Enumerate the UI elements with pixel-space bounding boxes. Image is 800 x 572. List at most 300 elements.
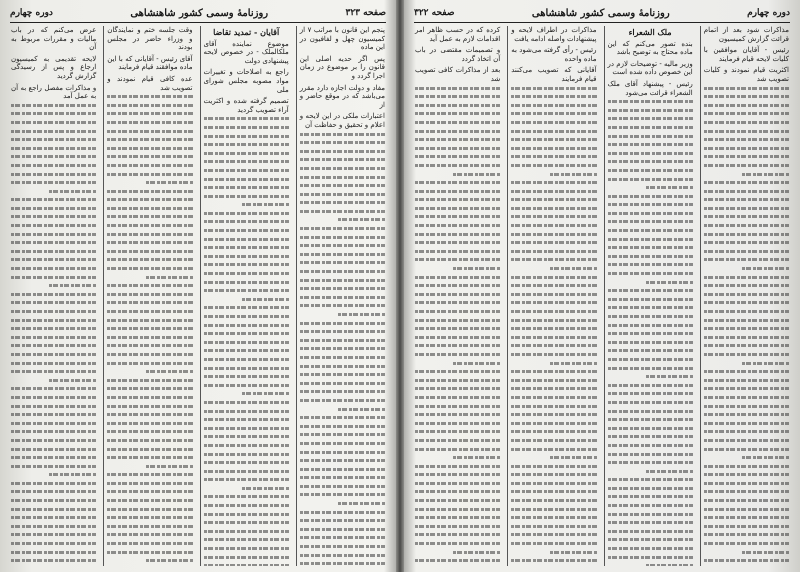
print-line — [608, 315, 693, 318]
print-line — [704, 387, 789, 390]
print-line — [107, 344, 192, 347]
print-line — [608, 152, 693, 155]
print-line — [107, 508, 192, 511]
print-line — [204, 143, 289, 146]
print-line — [11, 525, 96, 528]
print-line — [511, 215, 596, 218]
body-text-block — [300, 133, 385, 566]
print-line — [511, 138, 596, 141]
print-line — [204, 195, 289, 198]
print-line — [300, 210, 385, 213]
print-line — [107, 147, 192, 150]
print-line — [550, 551, 597, 554]
right-page-header — [414, 4, 790, 23]
print-line — [300, 365, 385, 368]
print-line — [511, 258, 596, 261]
print-line — [107, 215, 192, 218]
print-line — [107, 250, 192, 253]
right-column-3 — [507, 26, 599, 566]
print-line — [704, 95, 789, 98]
print-line — [742, 267, 789, 270]
print-line — [608, 435, 693, 438]
print-line — [704, 190, 789, 193]
print-line — [300, 373, 385, 376]
print-line — [415, 353, 500, 356]
paragraph: لایحه تقدیمی به کمیسیون ارجاع و پس از رسیدگی گزارش گردید — [11, 54, 97, 80]
print-line — [300, 150, 385, 153]
print-line — [415, 130, 500, 133]
body-text-block — [415, 87, 500, 566]
print-line — [511, 482, 596, 485]
paragraph: کرده که در حسب ظاهر امر اقدامات لازم به عمل آید — [415, 26, 501, 43]
print-line — [704, 130, 789, 133]
paragraph: پنجم این قانون با مراتب ۷ از کمیسیون چهل و لفافیون در این ماده — [299, 26, 385, 52]
print-line — [704, 319, 789, 322]
print-line — [11, 542, 96, 545]
print-line — [608, 487, 693, 490]
print-line — [608, 495, 693, 498]
paragraph: رئیس - رأی گرفته می‌شود به ماده واحده — [511, 46, 597, 63]
print-line — [107, 430, 192, 433]
print-line — [204, 530, 289, 533]
print-line — [646, 470, 693, 473]
print-line — [107, 155, 192, 158]
print-line — [11, 319, 96, 322]
print-line — [704, 121, 789, 124]
print-line — [511, 233, 596, 236]
print-line — [49, 284, 96, 287]
print-line — [415, 319, 500, 322]
print-line — [300, 201, 385, 204]
print-line — [300, 511, 385, 514]
paragraph: اکثریت قیام نمودند و کلیات تصویب شد — [703, 66, 789, 83]
print-line — [704, 413, 789, 416]
right-page-columns — [412, 26, 792, 566]
print-line — [704, 533, 789, 536]
print-line — [608, 306, 693, 309]
print-line — [11, 362, 96, 365]
print-line — [511, 224, 596, 227]
print-line — [300, 459, 385, 462]
print-line — [550, 173, 597, 176]
print-line — [415, 301, 500, 304]
print-line — [415, 215, 500, 218]
print-line — [608, 238, 693, 241]
left-page — [0, 0, 396, 572]
print-line — [415, 138, 500, 141]
print-line — [204, 470, 289, 473]
print-line — [511, 164, 596, 167]
print-line — [107, 473, 192, 476]
print-line — [415, 439, 500, 442]
print-line — [704, 448, 789, 451]
print-line — [704, 233, 789, 236]
print-line — [704, 112, 789, 115]
print-line — [11, 241, 96, 244]
print-line — [608, 521, 693, 524]
print-line — [511, 379, 596, 382]
print-line — [300, 322, 385, 325]
print-line — [415, 276, 500, 279]
print-line — [204, 349, 289, 352]
print-line — [742, 173, 789, 176]
print-line — [704, 559, 789, 562]
print-line — [11, 516, 96, 519]
print-line — [300, 133, 385, 136]
paragraph: آقای رئیس - آقایانی که با این ماده موافقند قیام فرمایند — [107, 54, 193, 72]
print-line — [300, 244, 385, 247]
print-line — [107, 362, 192, 365]
print-line — [646, 281, 693, 284]
print-line — [300, 390, 385, 393]
section-heading: ملک الشعراء — [628, 27, 672, 37]
paragraph: راجع به اصلاحات و تغییرات مواد مصوبه مجلس شورای ملی — [203, 68, 289, 94]
print-line — [107, 499, 192, 502]
print-line — [608, 504, 693, 507]
print-line — [608, 298, 693, 301]
print-line — [608, 547, 693, 550]
right-page-title: روزنامهٔ وسمی کشور شاهنشاهی — [531, 7, 670, 19]
print-line — [511, 87, 596, 90]
print-line — [415, 525, 500, 528]
body-text-block — [107, 95, 192, 566]
print-line — [300, 296, 385, 299]
print-line — [107, 387, 192, 390]
paragraph: مذاکرات در اطراف لایحه و پیشنهادات واصله ادامه یافت — [511, 26, 597, 43]
print-line — [204, 495, 289, 498]
print-line — [704, 353, 789, 356]
print-line — [511, 310, 596, 313]
print-line — [704, 379, 789, 382]
print-line — [511, 104, 596, 107]
print-line — [300, 554, 385, 557]
print-line — [453, 362, 500, 365]
print-line — [511, 181, 596, 184]
print-line — [11, 215, 96, 218]
print-line — [742, 362, 789, 365]
print-line — [511, 353, 596, 356]
print-line — [107, 301, 192, 304]
print-line — [107, 164, 192, 167]
print-line — [107, 336, 192, 339]
print-line — [608, 384, 693, 387]
print-line — [242, 298, 289, 301]
print-line — [11, 559, 96, 562]
print-line — [415, 241, 500, 244]
print-line — [300, 536, 385, 539]
print-line — [300, 562, 385, 565]
print-line — [608, 169, 693, 172]
print-line — [415, 164, 500, 167]
print-line — [300, 416, 385, 419]
print-line — [415, 559, 500, 562]
print-line — [608, 272, 693, 275]
print-line — [704, 215, 789, 218]
print-line — [300, 167, 385, 170]
print-line — [11, 130, 96, 133]
print-line — [11, 258, 96, 261]
print-line — [511, 155, 596, 158]
print-line — [107, 533, 192, 536]
print-line — [704, 482, 789, 485]
print-line — [415, 207, 500, 210]
print-line — [511, 465, 596, 468]
print-line — [704, 490, 789, 493]
print-line — [415, 533, 500, 536]
print-line — [11, 104, 96, 107]
print-line — [204, 375, 289, 378]
print-line — [300, 468, 385, 471]
print-line — [107, 422, 192, 425]
print-line — [204, 478, 289, 481]
print-line — [511, 499, 596, 502]
print-line — [11, 233, 96, 236]
paragraph: وقت جلسه ختم و نمایندگان و وزراء حاضر در مجلس بودند — [107, 26, 193, 52]
print-line — [107, 121, 192, 124]
print-line — [204, 341, 289, 344]
print-line — [300, 425, 385, 428]
print-line — [608, 332, 693, 335]
print-line — [107, 448, 192, 451]
print-line — [107, 490, 192, 493]
print-line — [511, 516, 596, 519]
print-line — [107, 482, 192, 485]
print-line — [511, 284, 596, 287]
left-column-4 — [8, 26, 99, 566]
print-line — [704, 396, 789, 399]
print-line — [300, 193, 385, 196]
left-column-3 — [103, 26, 195, 566]
left-page-issue: دوره چهارم — [10, 8, 53, 18]
print-line — [107, 138, 192, 141]
print-line — [11, 413, 96, 416]
print-line — [415, 147, 500, 150]
print-line — [453, 456, 500, 459]
print-line — [49, 190, 96, 193]
print-line — [704, 327, 789, 330]
print-line — [415, 387, 500, 390]
print-line — [204, 263, 289, 266]
print-line — [11, 396, 96, 399]
print-line — [11, 301, 96, 304]
print-line — [107, 233, 192, 236]
print-line — [415, 293, 500, 296]
print-line — [453, 173, 500, 176]
print-line — [204, 220, 289, 223]
print-line — [415, 95, 500, 98]
print-line — [742, 456, 789, 459]
print-line — [146, 276, 193, 279]
print-line — [146, 370, 193, 373]
print-line — [204, 117, 289, 120]
print-line — [415, 181, 500, 184]
print-line — [511, 319, 596, 322]
paragraph: بعد از مذاکرات کافی تصویب شد — [415, 66, 501, 83]
print-line — [300, 399, 385, 402]
print-line — [300, 287, 385, 290]
print-line — [11, 276, 96, 279]
print-line — [704, 104, 789, 107]
print-line — [204, 564, 289, 566]
print-line — [107, 207, 192, 210]
print-line — [704, 155, 789, 158]
print-line — [704, 516, 789, 519]
print-line — [11, 293, 96, 296]
print-line — [204, 401, 289, 404]
print-line — [704, 344, 789, 347]
print-line — [608, 126, 693, 129]
print-line — [704, 293, 789, 296]
print-line — [11, 551, 96, 554]
print-line — [300, 270, 385, 273]
print-line — [511, 301, 596, 304]
print-line — [415, 284, 500, 287]
print-line — [300, 545, 385, 548]
print-line — [608, 358, 693, 361]
paragraph: رئیس - پیشنهاد آقای ملک الشعراء قرائت می‌شود — [607, 79, 693, 97]
print-line — [107, 525, 192, 528]
print-line — [300, 442, 385, 445]
print-line — [511, 370, 596, 373]
print-line — [11, 353, 96, 356]
print-line — [107, 267, 192, 270]
print-line — [204, 461, 289, 464]
print-line — [608, 246, 693, 249]
print-line — [11, 112, 96, 115]
print-line — [704, 310, 789, 313]
print-line — [704, 405, 789, 408]
print-line — [11, 267, 96, 270]
print-line — [204, 538, 289, 541]
print-line — [608, 418, 693, 421]
print-line — [704, 87, 789, 90]
print-line — [608, 212, 693, 215]
print-line — [608, 392, 693, 395]
print-line — [204, 418, 289, 421]
print-line — [300, 528, 385, 531]
print-line — [11, 207, 96, 210]
print-line — [242, 203, 289, 206]
print-line — [704, 250, 789, 253]
print-line — [204, 358, 289, 361]
print-line — [300, 184, 385, 187]
print-line — [608, 513, 693, 516]
print-line — [300, 236, 385, 239]
print-line — [11, 198, 96, 201]
print-line — [11, 310, 96, 313]
print-line — [415, 508, 500, 511]
print-line — [204, 135, 289, 138]
print-line — [107, 190, 192, 193]
print-line — [49, 379, 96, 382]
print-line — [511, 121, 596, 124]
print-line — [338, 408, 385, 411]
paragraph: موضوع نماینده آقای ملکالملک - در خصوص لایحه پیشنهادی دولت — [203, 39, 289, 65]
print-line — [511, 490, 596, 493]
print-line — [608, 178, 693, 181]
print-line — [704, 181, 789, 184]
print-line — [204, 315, 289, 318]
print-line — [204, 435, 289, 438]
print-line — [300, 356, 385, 359]
print-line — [511, 405, 596, 408]
print-line — [704, 473, 789, 476]
print-line — [204, 238, 289, 241]
print-line — [511, 533, 596, 536]
print-line — [608, 229, 693, 232]
print-line — [704, 164, 789, 167]
print-line — [415, 448, 500, 451]
print-line — [204, 384, 289, 387]
body-text-block — [704, 87, 789, 566]
print-line — [704, 258, 789, 261]
print-line — [204, 246, 289, 249]
print-line — [608, 289, 693, 292]
print-line — [204, 212, 289, 215]
print-line — [204, 444, 289, 447]
print-line — [511, 387, 596, 390]
print-line — [107, 327, 192, 330]
print-line — [415, 344, 500, 347]
print-line — [704, 465, 789, 468]
print-line — [608, 444, 693, 447]
print-line — [204, 169, 289, 172]
print-line — [550, 456, 597, 459]
print-line — [415, 370, 500, 373]
print-line — [11, 499, 96, 502]
print-line — [415, 542, 500, 545]
print-line — [11, 405, 96, 408]
print-line — [608, 203, 693, 206]
print-line — [646, 564, 693, 566]
print-line — [415, 379, 500, 382]
print-line — [242, 392, 289, 395]
print-line — [300, 279, 385, 282]
print-line — [511, 473, 596, 476]
print-line — [300, 176, 385, 179]
print-line — [204, 324, 289, 327]
print-line — [511, 293, 596, 296]
print-line — [204, 521, 289, 524]
print-line — [300, 433, 385, 436]
left-column-2 — [200, 26, 292, 566]
print-line — [511, 430, 596, 433]
print-line — [511, 250, 596, 253]
print-line — [415, 198, 500, 201]
print-line — [300, 253, 385, 256]
print-line — [204, 453, 289, 456]
print-line — [107, 379, 192, 382]
paragraph: وزیر مالیه - توضیحات لازم در این خصوص داده شده است — [607, 59, 693, 77]
print-line — [300, 261, 385, 264]
print-line — [107, 310, 192, 313]
print-line — [511, 542, 596, 545]
print-line — [11, 327, 96, 330]
right-column-1 — [700, 26, 792, 566]
body-text-block — [511, 87, 596, 566]
left-page-title: روزنامهٔ وسمی کشور شاهنشاهی — [130, 7, 269, 19]
print-line — [415, 233, 500, 236]
print-line — [11, 482, 96, 485]
print-line — [11, 387, 96, 390]
print-line — [204, 504, 289, 507]
print-line — [300, 485, 385, 488]
print-line — [646, 186, 693, 189]
print-line — [415, 250, 500, 253]
print-line — [511, 422, 596, 425]
print-line — [204, 272, 289, 275]
print-line — [415, 413, 500, 416]
